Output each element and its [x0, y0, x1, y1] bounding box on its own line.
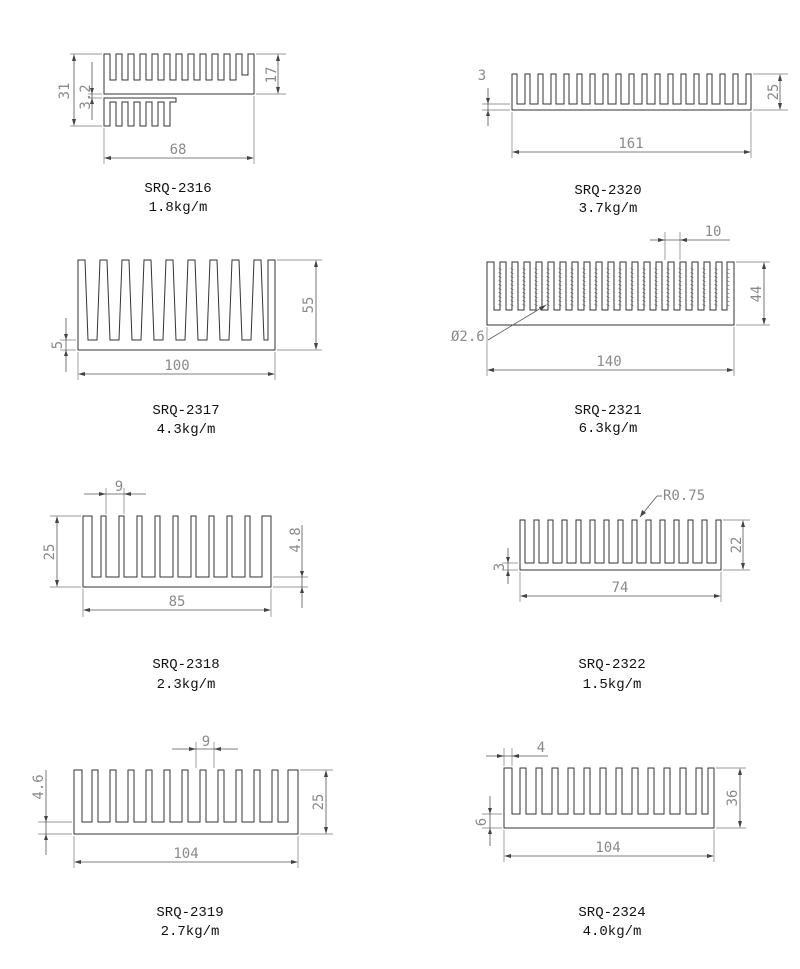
profile-srq-2317	[50, 260, 322, 438]
dimension-label-base: 3	[492, 562, 508, 572]
dimension-label-base: 5	[50, 340, 66, 350]
dimension-base	[478, 68, 510, 126]
dimension-pitch	[84, 479, 146, 514]
model-label: SRQ-2322	[578, 657, 646, 673]
dimension-width	[504, 830, 714, 862]
dimension-label-width: 161	[618, 136, 644, 152]
profile-srq-2324	[474, 740, 746, 940]
weight-label: 6.3kg/m	[578, 421, 638, 437]
dimension-label-width: 74	[611, 580, 629, 596]
model-label: SRQ-2318	[152, 657, 220, 673]
dimension-width	[83, 589, 271, 617]
dimension-label-height: 44	[749, 285, 765, 303]
profile-outline	[520, 520, 721, 570]
dimension-label-base: 3.2	[78, 84, 94, 110]
profile-srq-2321	[451, 224, 770, 437]
model-label: SRQ-2316	[144, 181, 212, 197]
dimension-label-height: 31	[57, 82, 73, 100]
dimension-label-height: 25	[311, 793, 327, 811]
dimension-label-height: 22	[729, 536, 745, 554]
profile-srq-2320	[478, 68, 788, 217]
dimension-label-width: 100	[164, 358, 190, 374]
dimension-label-pitch: 10	[704, 224, 722, 240]
model-label: SRQ-2317	[152, 403, 220, 419]
dimension-base	[492, 548, 518, 584]
dimension-pitch	[650, 224, 730, 260]
dimension-label-width: 104	[173, 846, 199, 862]
dimension-width	[487, 327, 734, 376]
dimension-label-height: 25	[766, 83, 782, 101]
dimension-height	[300, 770, 333, 834]
dimension-height	[716, 768, 746, 828]
dimension-label-pitch: 9	[114, 479, 124, 495]
dimension-pitch	[172, 734, 238, 768]
profile-outline	[512, 74, 751, 110]
weight-label: 3.7kg/m	[578, 201, 638, 217]
dimension-height	[723, 520, 750, 570]
profile-outline	[504, 768, 714, 828]
weight-label: 2.7kg/m	[160, 924, 220, 940]
dimension-base	[273, 525, 308, 608]
dimension-label-base: 4.6	[31, 774, 47, 800]
profile-outline	[74, 770, 298, 834]
dimension-label-width: 85	[168, 594, 186, 610]
weight-label: 4.0kg/m	[582, 924, 642, 940]
model-label: SRQ-2319	[156, 905, 224, 921]
dimension-fin	[486, 740, 548, 766]
dimension-height	[736, 262, 770, 325]
dimension-width	[104, 96, 254, 164]
dimension-label-width: 104	[595, 840, 621, 856]
model-label: SRQ-2320	[574, 183, 642, 199]
dimension-label-height: 55	[301, 296, 317, 314]
dimension-label-width: 140	[596, 354, 622, 370]
dimension-width	[512, 112, 751, 158]
dimension-label-width: 68	[169, 142, 187, 158]
dimension-radius	[640, 488, 705, 517]
dimension-width	[74, 836, 298, 868]
model-label: SRQ-2321	[574, 403, 642, 419]
dimension-width	[78, 352, 275, 380]
dimension-base	[31, 770, 72, 855]
dimension-label-base: 6	[474, 817, 490, 827]
profile-srq-2322	[492, 488, 750, 693]
profile-srq-2316	[57, 54, 286, 216]
dimension-height	[753, 74, 788, 110]
weight-label: 2.3kg/m	[156, 677, 216, 693]
profile-srq-2319	[31, 734, 333, 940]
dimension-label-base: 3	[477, 68, 487, 84]
profile-outline	[83, 516, 271, 587]
dimension-label-fin: 4	[536, 740, 546, 756]
dimension-height	[42, 516, 81, 587]
dimension-label-height: 25	[42, 543, 58, 561]
dimension-label-fin: 17	[264, 66, 280, 84]
dimension-label-hole: Ø2.6	[451, 329, 485, 345]
dimension-label-pitch: 9	[201, 734, 211, 750]
dimension-label-height: 36	[725, 789, 741, 807]
dimension-base	[78, 62, 102, 120]
dimension-label-radius: R0.75	[663, 488, 706, 504]
model-label: SRQ-2324	[578, 905, 646, 921]
dimension-base	[474, 796, 502, 846]
dimension-fin	[256, 54, 286, 94]
profile-outline	[487, 262, 734, 325]
weight-label: 1.5kg/m	[582, 677, 642, 693]
dimension-height	[277, 260, 322, 350]
profile-srq-2318	[42, 479, 308, 693]
dimension-width	[520, 572, 721, 602]
profile-outline	[104, 54, 254, 126]
dimension-base	[50, 318, 76, 372]
profile-outline	[78, 260, 275, 350]
weight-label: 4.3kg/m	[156, 422, 216, 438]
weight-label: 1.8kg/m	[148, 200, 208, 216]
dimension-label-base: 4.8	[288, 527, 304, 553]
